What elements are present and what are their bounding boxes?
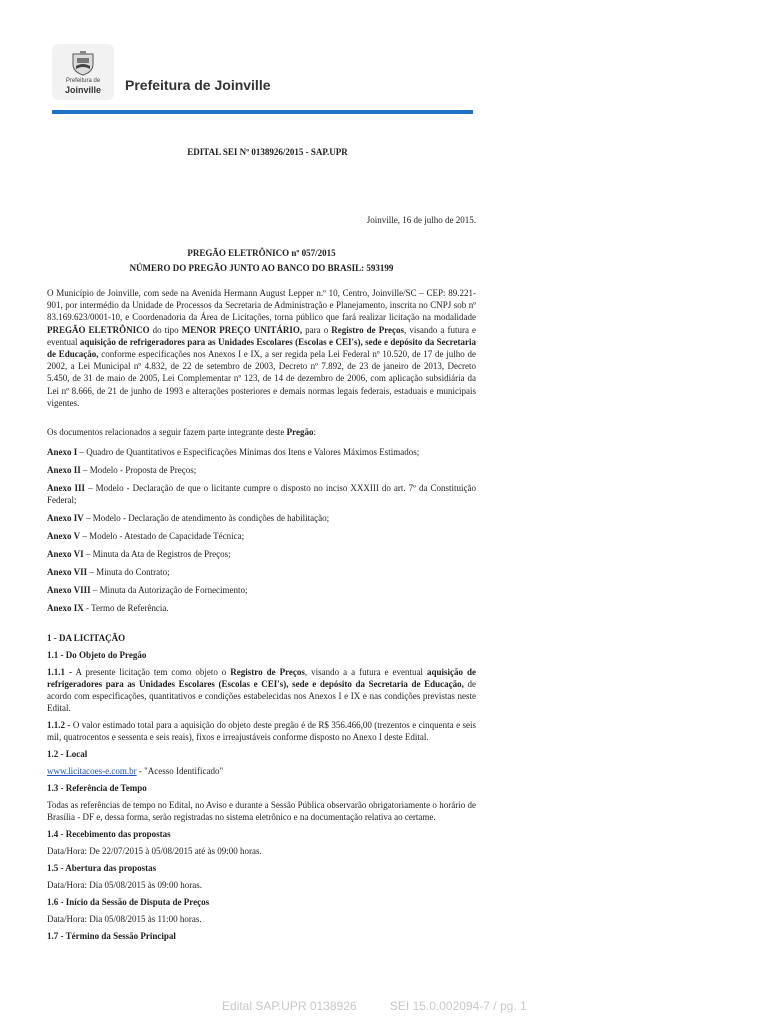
header-divider <box>52 110 473 114</box>
annex-description: – Modelo - Declaração de que o licitante cumpre o disposto no inciso XXXIII do art. 7º da Constituição Federal; <box>47 483 476 506</box>
annex-description: – Minuta da Autorização de Fornecimento; <box>90 585 248 596</box>
city-logo <box>52 44 114 100</box>
section-1-5-text: Data/Hora: Dia 05/08/2015 às 09:00 horas. <box>47 880 202 891</box>
page-header <box>52 44 473 114</box>
section-1-5-title: 1.5 - Abertura das propostas <box>47 863 157 874</box>
annex-item <box>47 584 476 596</box>
intro-text: O Município de Joinville, com sede na Avenida Hermann August Lepper n.º 10, Centro, Joinville/SC – CEP: 89.221-901, por intermédio da Unidade de Processos da Secretaria de Administração e Planejamento, inscrita no CNPJ sob nº 83.169.623/0001-10, e Coordenadoria da Área de Licitações, torna público que fará realizar licitação na modalidade <box>47 288 476 323</box>
intro-text: conforme especificações nos Anexos I e IX, a ser regida pela Lei Federal nº 10.520, de 17 de julho de 2002, a Lei Municipal nº 4.832, de 22 de setembro de 2003, Decreto nº 7.892, de 23 de janeiro de 2013, Decreto 5.450, de 31 de maio de 2005, Lei Complementar nº 123, de 14 de dezembro de 2006, com aplicação subsidiária da Lei nº 8.666, de 21 de junho de 1993 e alterações posteriores e demais normas legais federais, estaduais e municipais vigentes. <box>47 349 476 408</box>
intro-text: para o <box>302 324 332 335</box>
documents-intro-text: Os documentos relacionados a seguir fazem parte integrante deste <box>47 427 287 438</box>
document-body <box>47 146 476 942</box>
page-footer <box>222 999 527 1013</box>
section-1-3-text: Todas as referências de tempo no Edital, no Aviso e durante a Sessão Pública observarão obrigatoriamente o horário de Brasília - DF e, dessa forma, serão registradas no sistema eletrônico e na documentação relativa ao certame. <box>47 800 476 823</box>
annex-label: Anexo IX <box>47 603 84 614</box>
logo-text-top: Prefeitura de <box>65 78 101 84</box>
documents-intro-end: : <box>313 427 316 438</box>
annex-label: Anexo V <box>47 531 81 542</box>
footer-doc-id: Edital SAP.UPR 0138926 <box>222 999 357 1013</box>
section-text: , visando a a futura e eventual <box>304 667 427 678</box>
annex-item <box>47 530 476 542</box>
annex-description: – Minuta da Ata de Registros de Preços; <box>83 549 231 560</box>
section-1-6-title: 1.6 - Início da Sessão de Disputa de Preços <box>47 897 210 908</box>
annex-label: Anexo III <box>47 483 86 494</box>
annex-item <box>47 566 476 578</box>
section-number: 1.1.2 - <box>47 720 71 731</box>
annex-description: - Termo de Referência. <box>83 603 169 614</box>
edital-title: EDITAL SEI Nº 0138926/2015 - SAP.UPR <box>187 147 348 157</box>
pregao-title: PREGÃO ELETRÔNICO nº 057/2015 <box>187 248 336 258</box>
section-1-2-text <box>47 765 476 777</box>
section-text: A presente licitação tem como objeto o <box>71 667 231 678</box>
intro-bold-modalidade: PREGÃO ELETRÔNICO <box>47 324 150 335</box>
section-1-title: 1 - DA LICITAÇÃO <box>47 633 126 644</box>
annex-item <box>47 512 476 524</box>
banco-title: NÚMERO DO PREGÃO JUNTO AO BANCO DO BRASIL: 593199 <box>129 263 394 273</box>
annex-item <box>47 482 476 506</box>
annex-description: – Modelo - Declaração de atendimento às condições de habilitação; <box>83 513 330 524</box>
annex-description: – Modelo - Atestado de Capacidade Técnica; <box>80 531 245 542</box>
city-crest-icon <box>70 50 96 76</box>
annex-item <box>47 548 476 560</box>
section-bold: Registro de Preços <box>230 667 305 678</box>
section-1-6-text: Data/Hora: Dia 05/08/2015 às 11:00 horas. <box>47 914 202 925</box>
section-1-1-1 <box>47 666 476 714</box>
licitacoes-link[interactable]: www.licitacoes-e.com.br <box>47 766 137 777</box>
section-1-2-title: 1.2 - Local <box>47 749 88 760</box>
section-1-3-title: 1.3 - Referência de Tempo <box>47 783 147 794</box>
intro-bold-tipo: MENOR PREÇO UNITÁRIO, <box>181 324 303 335</box>
annex-label: Anexo IV <box>47 513 84 524</box>
section-1-4-text: Data/Hora: De 22/07/2015 à 05/08/2015 até às 09:00 horas. <box>47 846 262 857</box>
annex-label: Anexo VI <box>47 549 84 560</box>
annex-label: Anexo VII <box>47 567 88 578</box>
logo-text-bottom: Joinville <box>64 85 101 95</box>
section-text: de acordo com especificações, quantitativos e condições estabelecidas nos Anexos I e IX e nas condições previstas neste Edital. <box>47 679 476 714</box>
intro-bold-registro: Registro de Preços <box>331 324 405 335</box>
annex-list <box>47 446 476 614</box>
section-1-7-title: 1.7 - Término da Sessão Principal <box>47 931 176 942</box>
annex-item <box>47 464 476 476</box>
annex-item <box>47 446 476 458</box>
section-number: 1.1.1 - <box>47 667 72 678</box>
annex-label: Anexo VIII <box>47 585 91 596</box>
annex-description: – Modelo - Proposta de Preços; <box>80 465 197 476</box>
organization-name: Prefeitura de Joinville <box>125 77 271 93</box>
intro-bold-objeto: aquisição de refrigeradores para as Unidades Escolares (Escolas e CEI's), sede e depósito da Secretaria de Educação, <box>47 336 476 360</box>
annex-description: – Quadro de Quantitativos e Especificações Mínimas dos Itens e Valores Máximos Estimados; <box>77 447 420 458</box>
documents-intro <box>47 426 476 438</box>
annex-label: Anexo II <box>47 465 81 476</box>
annex-item <box>47 602 476 614</box>
section-1-4-title: 1.4 - Recebimento das propostas <box>47 829 171 840</box>
section-bold: aquisição de refrigeradores para as Unidades Escolares (Escolas e CEI's), sede e depósito da Secretaria de Educação, <box>47 667 476 690</box>
section-text: - "Acesso Identificado" <box>136 766 224 777</box>
section-1-1-title: 1.1 - Do Objeto do Pregão <box>47 650 147 661</box>
section-1-1-2 <box>47 719 476 743</box>
intro-text: do tipo <box>149 324 182 335</box>
annex-label: Anexo I <box>47 447 78 458</box>
footer-page-ref: SEI 15.0.002094-7 / pg. 1 <box>389 999 527 1013</box>
intro-text: , visando a futura e eventual <box>47 324 476 347</box>
section-text: O valor estimado total para a aquisição do objeto deste pregão é de R$ 356.466,00 (trezentos e cinquenta e seis mil, quatrocentos e sessenta e seis reais), fixos e irreajustáveis conforme disposto no Anexo I deste Edital. <box>47 720 476 743</box>
date-line: Joinville, 16 de julho de 2015. <box>366 215 476 225</box>
intro-paragraph <box>47 287 476 409</box>
documents-intro-bold: Pregão <box>286 427 314 438</box>
annex-description: – Minuta do Contrato; <box>87 567 170 578</box>
